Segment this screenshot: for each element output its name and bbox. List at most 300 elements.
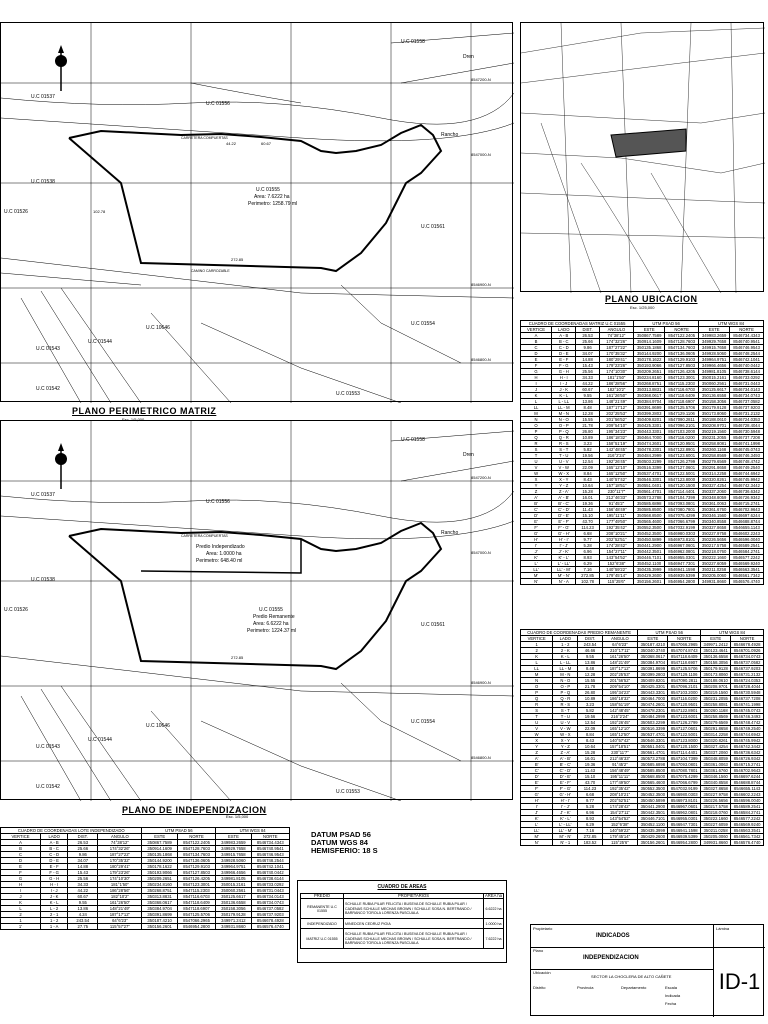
table-cell: A' (521, 495, 552, 501)
table-cell: 10.89 (578, 696, 602, 702)
table-cell: 350503.2299 (638, 720, 668, 726)
column-header: LADO (552, 327, 576, 333)
table-cell: 230°11'7" (599, 489, 633, 495)
table-cell: A' (521, 756, 553, 762)
north-tick: 8547200-N (471, 77, 491, 82)
table-cell: T (521, 453, 552, 459)
scale-independizacion: Esc. 1/5,000 (226, 814, 249, 819)
table-cell: F - G (552, 363, 576, 369)
table-cell: 8546734.0143 (251, 894, 289, 900)
table-cell: 142°48'45" (599, 447, 633, 453)
table-cell: 25.56 (576, 369, 599, 375)
table-cell: 350585.8500 (638, 768, 668, 774)
table-cell: D' (521, 774, 553, 780)
table-cell: F - G (40, 870, 67, 876)
table-row (521, 840, 764, 846)
table-cell: K' - L' (553, 816, 578, 822)
table-cell: 350409.8201 (638, 678, 668, 684)
table-cell: 192°35'42" (602, 786, 638, 792)
table-cell: G - H (40, 876, 67, 882)
table-cell: 195°11'11" (599, 513, 633, 519)
datum-block (311, 831, 378, 855)
table-cell: R - S (553, 702, 578, 708)
table-cell: 8547126.4205 (665, 369, 699, 375)
table-cell: 8547066.6799 (665, 519, 699, 525)
table-cell: LL' (521, 567, 552, 573)
table-cell: J' - K' (552, 549, 576, 555)
table-cell: 19.56 (578, 714, 602, 720)
table-cell: M (521, 411, 552, 417)
table-cell: 19.36 (576, 501, 599, 507)
table-cell: 8546737.0582 (251, 906, 289, 912)
table-cell: 8546973.8101 (665, 537, 699, 543)
table-cell: 350156.2601 (634, 579, 665, 585)
tb-sheet (714, 947, 765, 1017)
table-cell: 350429.2600 (638, 834, 668, 840)
table-cell: 8547129.1106 (668, 672, 701, 678)
table-cell: 11.43 (578, 768, 602, 774)
table-cell: 8547127.8503 (665, 363, 699, 369)
table-cell: 8546742.3442 (731, 744, 764, 750)
table-cell: 8546569.9240 (731, 822, 764, 828)
table-cell: 8546746.9543 (251, 852, 289, 858)
table-cell: D - E (552, 351, 576, 357)
table-cell: E (1, 864, 41, 870)
column-header: ESTE (701, 636, 731, 642)
table-cell: 8547120.1500 (665, 483, 699, 489)
table-cell: 8546748.4742 (731, 720, 764, 726)
table-cell: G' (521, 531, 552, 537)
table-cell: 350217.5758 (701, 804, 731, 810)
areas-cell: SCHULLE RUBIA PILAR FELICITA / BUSEVA DE SCHULLE RUBIA PILAR / CADENAS SCHULLE MECHAS BROWN / SCHULLE SOSA N. BERTRANDO / BARRANCO TOROLA LORENZA PASCUALA (344, 899, 484, 919)
table-cell: 8547116.0200 (665, 435, 699, 441)
table-group: UTM WGS 84 (701, 630, 764, 636)
table-cell: 350914.1609 (634, 339, 665, 345)
uc-label: U.C 01526 (4, 209, 28, 215)
table-cell: B' - C' (552, 501, 576, 507)
table-cell: 156°48'49" (602, 768, 638, 774)
table-cell: 186°18'32" (599, 435, 633, 441)
table-cell: 174°10'30" (599, 369, 633, 375)
table-cell: 350135.1868 (634, 345, 665, 351)
uc-label: U.C 01561 (421, 224, 445, 230)
table-cell: H' (521, 537, 552, 543)
uc-label: U.C 10646 (146, 325, 170, 331)
table-cell: M' - N' (552, 573, 576, 579)
table-cell: 350231.2055 (699, 435, 730, 441)
areas-header: PROPIETARIOS (344, 894, 484, 899)
table-cell: 210°17'11" (602, 648, 638, 654)
table-cell: B' (521, 762, 553, 768)
table-cell: 350368.0617 (638, 654, 668, 660)
table-cell: 8547120.9501 (668, 702, 701, 708)
table-cell: E - F (40, 864, 67, 870)
uc-label: U.C 01554 (411, 719, 435, 725)
table-cell: 350260.1168 (699, 447, 730, 453)
table-cell: 177°49'50" (602, 780, 638, 786)
table-cell: 8547125.5706 (668, 666, 701, 672)
table-cell: X - Y (552, 477, 576, 483)
table-cell: Y - Z (552, 483, 576, 489)
table-cell: 148°21'49" (599, 399, 633, 405)
table-cell: 8546569.9240 (730, 561, 764, 567)
table-cell: 216°2'24" (599, 453, 633, 459)
table-cell: M' (521, 573, 552, 579)
table-cell: 3.23 (578, 702, 602, 708)
column-header: ESTE (216, 834, 251, 840)
uc-label: U.C 01526 (4, 607, 28, 613)
table-cell: C' (521, 768, 553, 774)
table-cell: 202°25'53" (599, 411, 633, 417)
table-cell: 5.82 (576, 447, 599, 453)
table-cell: 186°18'32" (602, 696, 638, 702)
table-cell: 8546730.5948 (731, 690, 764, 696)
table-cell: 8546688.8744 (731, 780, 764, 786)
table-cell: 349929.7658 (699, 339, 730, 345)
column-header: NORTE (731, 636, 764, 642)
table-cell: P (521, 429, 552, 435)
table-cell: 350552.3500 (638, 786, 668, 792)
table-cell: G' (521, 792, 553, 798)
north-tick: 8547000-N (471, 152, 491, 157)
table-cell: I' (521, 804, 553, 810)
matriz-area: Area: 7.6222 ha (254, 194, 290, 200)
table-cell: 26.53 (68, 840, 98, 846)
table-cell: 8546736.6342 (731, 750, 764, 756)
table-cell: 8547122.8901 (668, 708, 701, 714)
table-cell: 174°28'42" (599, 543, 633, 549)
column-header: NORTE (730, 327, 764, 333)
table-cell: 8546738.6144 (251, 876, 289, 882)
table-cell: C (521, 345, 552, 351)
table-cell: 8547103.2000 (665, 429, 699, 435)
table-cell: 350226.5656 (701, 798, 731, 804)
table-cell: 350368.0617 (142, 900, 177, 906)
table-cell: 350258.8569 (701, 714, 731, 720)
table-cell: 1 - 2 (553, 642, 578, 648)
column-header: ANGULO (599, 327, 633, 333)
table-cell: 15.10 (578, 774, 602, 780)
column-header: LADO (40, 834, 67, 840)
table-cell: I - J (552, 381, 576, 387)
distance-label: 60.67 (261, 141, 272, 146)
table-cell: G (521, 369, 552, 375)
table-cell: 15.10 (576, 513, 599, 519)
table-cell: 74°38'12" (599, 333, 633, 339)
map-perimetrico-svg (1, 23, 514, 403)
table-cell: 182°10'2" (599, 387, 633, 393)
table-cell: 350443.3301 (634, 429, 665, 435)
table-cell: 8546740.9541 (730, 339, 764, 345)
table-cell: 15.28 (576, 489, 599, 495)
table-cell: A (1, 840, 41, 846)
table-cell: 8547129.9103 (665, 357, 699, 363)
table-cell: LL - M (553, 666, 578, 672)
table-cell: 9.86 (68, 852, 98, 858)
table-cell: U - V (552, 459, 576, 465)
table-cell: 8546737.7208 (730, 435, 764, 441)
table-cell: 350144.9200 (142, 858, 177, 864)
table-cell: 350346.1560 (699, 513, 730, 519)
table-cell: V (521, 726, 553, 732)
table-cell: 8547118.6409 (665, 393, 699, 399)
table-cell: 350219.1560 (699, 429, 730, 435)
table-cell: L' - LL' (552, 561, 576, 567)
table-cell: 170°35'32" (599, 351, 633, 357)
table-cell: 350546.3301 (634, 477, 665, 483)
table-cell: 165°12'50" (602, 732, 638, 738)
table-cell: 350158.3056 (216, 906, 251, 912)
table-cell: 350361.6760 (699, 507, 730, 513)
table-cell: 201°56'52" (602, 678, 638, 684)
table-cell: 350211.0258 (701, 828, 731, 834)
table-cell: 349928.5060 (699, 351, 730, 357)
table-cell: M - N (553, 672, 578, 678)
table-cell: 11.43 (576, 507, 599, 513)
table-cell: 192°26'45" (599, 459, 633, 465)
table-cell: 350361.0063 (699, 501, 730, 507)
table-cell: 8546589.2541 (730, 543, 764, 549)
table-cell: 8546733.0292 (730, 375, 764, 381)
table-cell: D' - E' (553, 774, 578, 780)
table-cell: F' - G' (552, 525, 576, 531)
table-cell: 8547114.4401 (665, 489, 699, 495)
table-cell: 6.96 (578, 810, 602, 816)
areas-row (301, 919, 504, 929)
table-cell: 8547074.8743 (668, 648, 701, 654)
table-cell: 350446.7101 (634, 555, 665, 561)
table-cell: 8546678.4928 (731, 642, 764, 648)
table-cell: 13.86 (576, 399, 599, 405)
table-cell: C - D (552, 345, 576, 351)
table-cell: 8547123.3001 (665, 375, 699, 381)
table-cell: 350258.8081 (699, 441, 730, 447)
table-cell: K (1, 900, 41, 906)
table-cell: 350464.7000 (638, 696, 668, 702)
table-cell: 350234.8160 (634, 375, 665, 381)
table-cell: D' - E' (552, 513, 576, 519)
indep-table-box (0, 827, 290, 930)
table-cell: 15.43 (576, 363, 599, 369)
table-group: UTM PSAD 56 (634, 321, 699, 327)
table-cell: 8547128.7603 (665, 339, 699, 345)
table-cell: 350425.3301 (634, 423, 665, 429)
table-cell: 179°45'14" (602, 834, 638, 840)
table-cell: H' - I' (552, 537, 576, 543)
table-cell: 350015.2161 (699, 375, 730, 381)
table-cell: 350409.8201 (634, 417, 665, 423)
table-cell: LL' - M' (552, 567, 576, 573)
table-cell: 350435.3999 (634, 567, 665, 573)
table-cell: 350279.6569 (701, 720, 731, 726)
table-cell: 8546733.0292 (251, 882, 289, 888)
table-cell: 154°27'11" (599, 549, 633, 555)
table-cell: 350268.8751 (142, 888, 177, 894)
table-group: UTM WGS 84 (699, 321, 764, 327)
table-cell: 8547129.1106 (665, 411, 699, 417)
table-cell: 350585.8500 (634, 507, 665, 513)
table-cell: M' (521, 834, 553, 840)
table-cell: 8546702.9643 (730, 507, 764, 513)
table-cell: U (521, 459, 552, 465)
table-cell: N - O (553, 678, 578, 684)
table-cell: 350484.2999 (634, 453, 665, 459)
table-cell: 8546678.4928 (251, 918, 289, 924)
table-cell: 8547136.0605 (665, 351, 699, 357)
areas-cell: REMANENTE U.C 01555 (301, 899, 344, 919)
tb-value: Indicada (665, 993, 681, 998)
table-cell: LL' - M' (553, 828, 578, 834)
table-cell: N' - 1 (553, 840, 578, 846)
table-cell: S - T (553, 708, 578, 714)
table-cell: 212°46'33" (602, 756, 638, 762)
table-cell: 12.54 (578, 720, 602, 726)
table-cell: 8546726.9342 (730, 495, 764, 501)
table-cell: 349915.7658 (699, 345, 730, 351)
table-cell: Z (521, 489, 552, 495)
table-cell: 350234.8160 (142, 882, 177, 888)
table-cell: 8546563.3541 (730, 567, 764, 573)
table-cell: 350208.9701 (699, 423, 730, 429)
table-cell: J' (521, 810, 553, 816)
table-cell: 8547122.5001 (668, 732, 701, 738)
table-cell: 22.09 (578, 726, 602, 732)
table-cell: J' - K' (553, 810, 578, 816)
north-tick: 8546900-N (471, 680, 491, 685)
table-cell: 350442.3501 (638, 810, 668, 816)
table-cell: LL (521, 666, 553, 672)
table-cell: 349931.8660 (216, 924, 251, 930)
table-cell: 12.54 (576, 459, 599, 465)
table-cell: 60.67 (576, 387, 599, 393)
column-header: ESTE (699, 327, 730, 333)
table-cell: J - K (40, 894, 67, 900)
table-cell: Q - R (553, 696, 578, 702)
table-cell: 350279.6569 (699, 459, 730, 465)
table-cell: 2 (1, 912, 41, 918)
table-cell: 143°54'52" (602, 816, 638, 822)
scale-ubicacion: Esc. 1/25,000 (630, 305, 655, 310)
table-cell: 212°46'33" (599, 495, 633, 501)
north-arrow-2 (55, 443, 67, 489)
table-cell: G - H (552, 369, 576, 375)
table-cell: 1 - 2 (40, 918, 67, 924)
table-cell: 8546738.6144 (730, 369, 764, 375)
table-cell: 350452.1100 (638, 822, 668, 828)
title-perimetrico: PLANO PERIMETRICO MATRIZ (72, 406, 217, 416)
table-cell: 8546577.2242 (731, 816, 764, 822)
table-cell: 8547123.3001 (177, 882, 215, 888)
table-cell: 8547120.9501 (665, 441, 699, 447)
areas-table (300, 893, 504, 949)
table-cell: 350209.2651 (634, 369, 665, 375)
table-cell: 8546746.9543 (730, 345, 764, 351)
table-cell: 1' (1, 924, 41, 930)
table-cell: 8546954.2800 (665, 579, 699, 585)
table-cell: 8546734.4343 (251, 840, 289, 846)
table-cell: T (521, 714, 553, 720)
table-cell: 350156.2601 (142, 924, 177, 930)
table-cell: 349971.2412 (216, 918, 251, 924)
table-cell: 350585.6898 (638, 762, 668, 768)
table-cell: 43.70 (578, 780, 602, 786)
table-cell: 350552.3500 (634, 525, 665, 531)
table-cell: 8546561.7342 (731, 834, 764, 840)
site-highlight (611, 129, 686, 157)
distance-label: 272.85 (231, 257, 244, 262)
table-cell: 8547126.2799 (668, 720, 701, 726)
north-arrow (55, 45, 67, 91)
table-cell: 161°26'50" (602, 654, 638, 660)
table-cell: 350361.0063 (701, 762, 731, 768)
column-header: ESTE (638, 636, 668, 642)
table-cell: 8547075.4299 (665, 513, 699, 519)
table-cell: B' (521, 501, 552, 507)
table-cell: E' (521, 519, 552, 525)
table-cell: 8546746.3493 (731, 714, 764, 720)
table-cell: 26.80 (578, 690, 602, 696)
table-cell: 15.55 (576, 417, 599, 423)
column-header: VERTICE (521, 636, 553, 642)
areas-cell: INDEPENDIZADO (301, 919, 344, 929)
table-cell: K - L (552, 393, 576, 399)
table-cell: 350867.7589 (142, 840, 177, 846)
table-cell: 350391.8699 (142, 912, 177, 918)
table-cell: 195°11'11" (602, 774, 638, 780)
table-cell: 350568.8500 (638, 774, 668, 780)
table-cell: 201°56'52" (599, 417, 633, 423)
table-cell: 1 (521, 642, 553, 648)
table-cell: 349964.9751 (216, 864, 251, 870)
table-cell: 349931.8660 (699, 579, 730, 585)
table-cell: 8546731.0443 (730, 381, 764, 387)
table-cell: 8546737.0582 (730, 399, 764, 405)
table-cell: W - X (553, 732, 578, 738)
north-tick: 8546800-N (471, 357, 491, 362)
table-cell: A' - B' (552, 495, 576, 501)
table-cell: 8547066.2965 (177, 918, 215, 924)
table-cell: 350442.3501 (634, 549, 665, 555)
table-cell: 350565.4600 (638, 780, 668, 786)
table-cell: 8547096.2101 (668, 684, 701, 690)
table-cell: Z (521, 750, 553, 756)
table-cell: 187°17'12" (98, 912, 142, 918)
table-cell: 16.01 (576, 495, 599, 501)
table-cell: H - I (552, 375, 576, 381)
table-cell: 350450.5899 (634, 537, 665, 543)
table-cell: 4.24 (68, 912, 98, 918)
table-cell: J' (521, 549, 552, 555)
table-cell: 350478.2301 (634, 447, 665, 453)
table-cell: 8547118.6907 (177, 906, 215, 912)
table-cell: D' (521, 513, 552, 519)
table-cell: 8546748.4742 (730, 459, 764, 465)
table-cell: 8546702.9643 (731, 768, 764, 774)
table-cell: 350340.8558 (701, 780, 731, 786)
table-cell: 10.64 (576, 483, 599, 489)
table-cell: 34.07 (576, 351, 599, 357)
column-header: ESTE (634, 327, 665, 333)
table-cell: L - LL (552, 399, 576, 405)
tb-label: Fecha (665, 1001, 677, 1006)
table-cell: G' - H' (553, 792, 578, 798)
table-cell: J (521, 387, 552, 393)
table-cell: 350561.4701 (638, 750, 668, 756)
table-cell: 154°27'11" (602, 810, 638, 816)
table-cell: L - LL (553, 660, 578, 666)
table-cell: 8546745.9942 (731, 738, 764, 744)
table-cell: 350546.3301 (638, 738, 668, 744)
